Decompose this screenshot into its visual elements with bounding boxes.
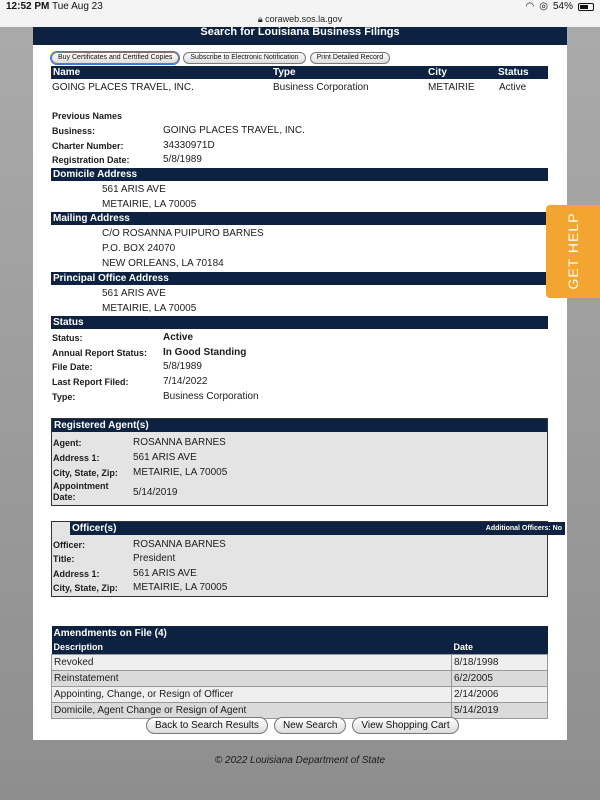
battery-percent: 54% [552,1,573,12]
print-record-button[interactable]: Print Detailed Record [310,52,391,64]
domicile-line1: 561 ARIS AVE [102,184,166,195]
amendment-date: 8/18/1998 [452,654,548,670]
mailing-line3: NEW ORLEANS, LA 70184 [102,258,224,269]
officers-title: Officer(s) [72,523,117,534]
content-panel [33,27,567,740]
last-report-value: 7/14/2022 [163,376,208,387]
amendment-date: 2/14/2006 [452,686,548,702]
amendment-date: 5/14/2019 [452,702,548,718]
domicile-header: Domicile Address [51,168,548,181]
mailing-line2: P.O. BOX 24070 [102,243,176,254]
mailing-line1: C/O ROSANNA PUIPURO BARNES [102,228,264,239]
business-value: GOING PLACES TRAVEL, INC. [163,125,305,136]
annual-report-value: In Good Standing [163,347,247,358]
mailing-header: Mailing Address [51,212,548,225]
status-value: Active [163,332,194,343]
table-row [52,702,548,718]
principal-header: Principal Office Address [51,272,548,285]
amendment-description: Appointing, Change, or Resign of Officer [52,686,452,702]
date: Tue Aug 23 [52,1,103,12]
col-date: Date [452,640,548,654]
lock-icon: 🔒︎ [257,14,263,24]
annual-report-label: Annual Report Status: [52,348,148,358]
col-description: Description [52,640,452,654]
amendment-date: 6/2/2005 [452,670,548,686]
status-icons [526,1,594,12]
officers-box [51,521,562,597]
charter-value: 34330971D [163,140,215,151]
officer-csz-label: City, State, Zip: [53,583,118,593]
additional-officers: Additional Officers: No [485,525,562,532]
officers-header [70,522,565,535]
summary-type: Business Corporation [273,82,369,93]
summary-header [51,66,548,79]
battery-icon [578,3,594,11]
charter-label: Charter Number: [52,141,124,151]
navigation-buttons [146,717,459,734]
get-help-label: GET HELP [565,212,581,290]
col-type: Type [273,67,296,78]
officer-csz-value: METAIRIE, LA 70005 [133,582,228,593]
regdate-value: 5/8/1989 [163,154,202,165]
table-row [52,686,548,702]
appointment-label-line1: Appointment [53,481,109,491]
agent-label: Agent: [53,438,82,448]
summary-name: GOING PLACES TRAVEL, INC. [52,82,194,93]
agent-csz-value: METAIRIE, LA 70005 [133,467,228,478]
wifi-icon: ◠ [525,1,535,12]
view-cart-button[interactable]: View Shopping Cart [352,717,458,734]
summary-city: METAIRIE [428,82,475,93]
get-help-button[interactable] [546,205,600,298]
officer-title-label: Title: [53,554,75,564]
agent-csz-label: City, State, Zip: [53,468,118,478]
col-status: Status [498,67,529,78]
officer-address-label: Address 1: [53,569,100,579]
buy-certificates-button[interactable]: Buy Certificates and Certified Copies [51,52,179,64]
table-row [52,654,548,670]
page-title: Search for Louisiana Business Filings [33,27,567,45]
business-label: Business: [52,126,96,136]
amendment-description: Reinstatement [52,670,452,686]
officer-label: Officer: [53,540,86,550]
status-label: Status: [52,333,83,343]
principal-line2: METAIRIE, LA 70005 [102,303,197,314]
table-row [52,670,548,686]
appointment-date-value: 5/14/2019 [133,487,178,498]
type-label: Type: [52,392,76,402]
agent-value: ROSANNA BARNES [133,437,226,448]
location-icon: ◎ [539,1,548,12]
last-report-label: Last Report Filed: [52,377,129,387]
footer-copyright: © 2022 Louisiana Department of State [214,755,386,766]
summary-status: Active [499,82,527,93]
agent-address-value: 561 ARIS AVE [133,452,197,463]
clock: 12:52 PM [6,1,50,12]
registered-agent-header: Registered Agent(s) [52,419,547,432]
col-city: City [428,67,447,78]
regdate-label: Registration Date: [52,155,130,165]
previous-names-label: Previous Names [52,111,123,121]
principal-line1: 561 ARIS AVE [102,288,166,299]
status-header: Status [51,316,548,329]
domicile-line2: METAIRIE, LA 70005 [102,199,197,210]
address-bar[interactable] [0,14,600,27]
officer-title-value: President [133,553,176,564]
appointment-label-line2: Date: [53,492,76,502]
col-name: Name [53,67,81,78]
url-text: coraweb.sos.la.gov [265,14,343,24]
file-date-label: File Date: [52,362,93,372]
ios-status-bar [0,0,600,14]
file-date-value: 5/8/1989 [163,361,202,372]
type-value: Business Corporation [163,391,259,402]
amendments-table [51,626,548,719]
officer-value: ROSANNA BARNES [133,539,226,550]
amendment-description: Revoked [52,654,452,670]
agent-address-label: Address 1: [53,453,100,463]
page [0,27,600,800]
amendments-title: Amendments on File (4) [52,626,548,640]
new-search-button[interactable]: New Search [274,717,346,734]
back-to-results-button[interactable]: Back to Search Results [146,717,268,734]
action-buttons [51,52,390,64]
registered-agent-box [51,418,548,506]
amendment-description: Domicile, Agent Change or Resign of Agent [52,702,452,718]
subscribe-notification-button[interactable]: Subscribe to Electronic Notification [183,52,305,64]
officer-address-value: 561 ARIS AVE [133,568,197,579]
